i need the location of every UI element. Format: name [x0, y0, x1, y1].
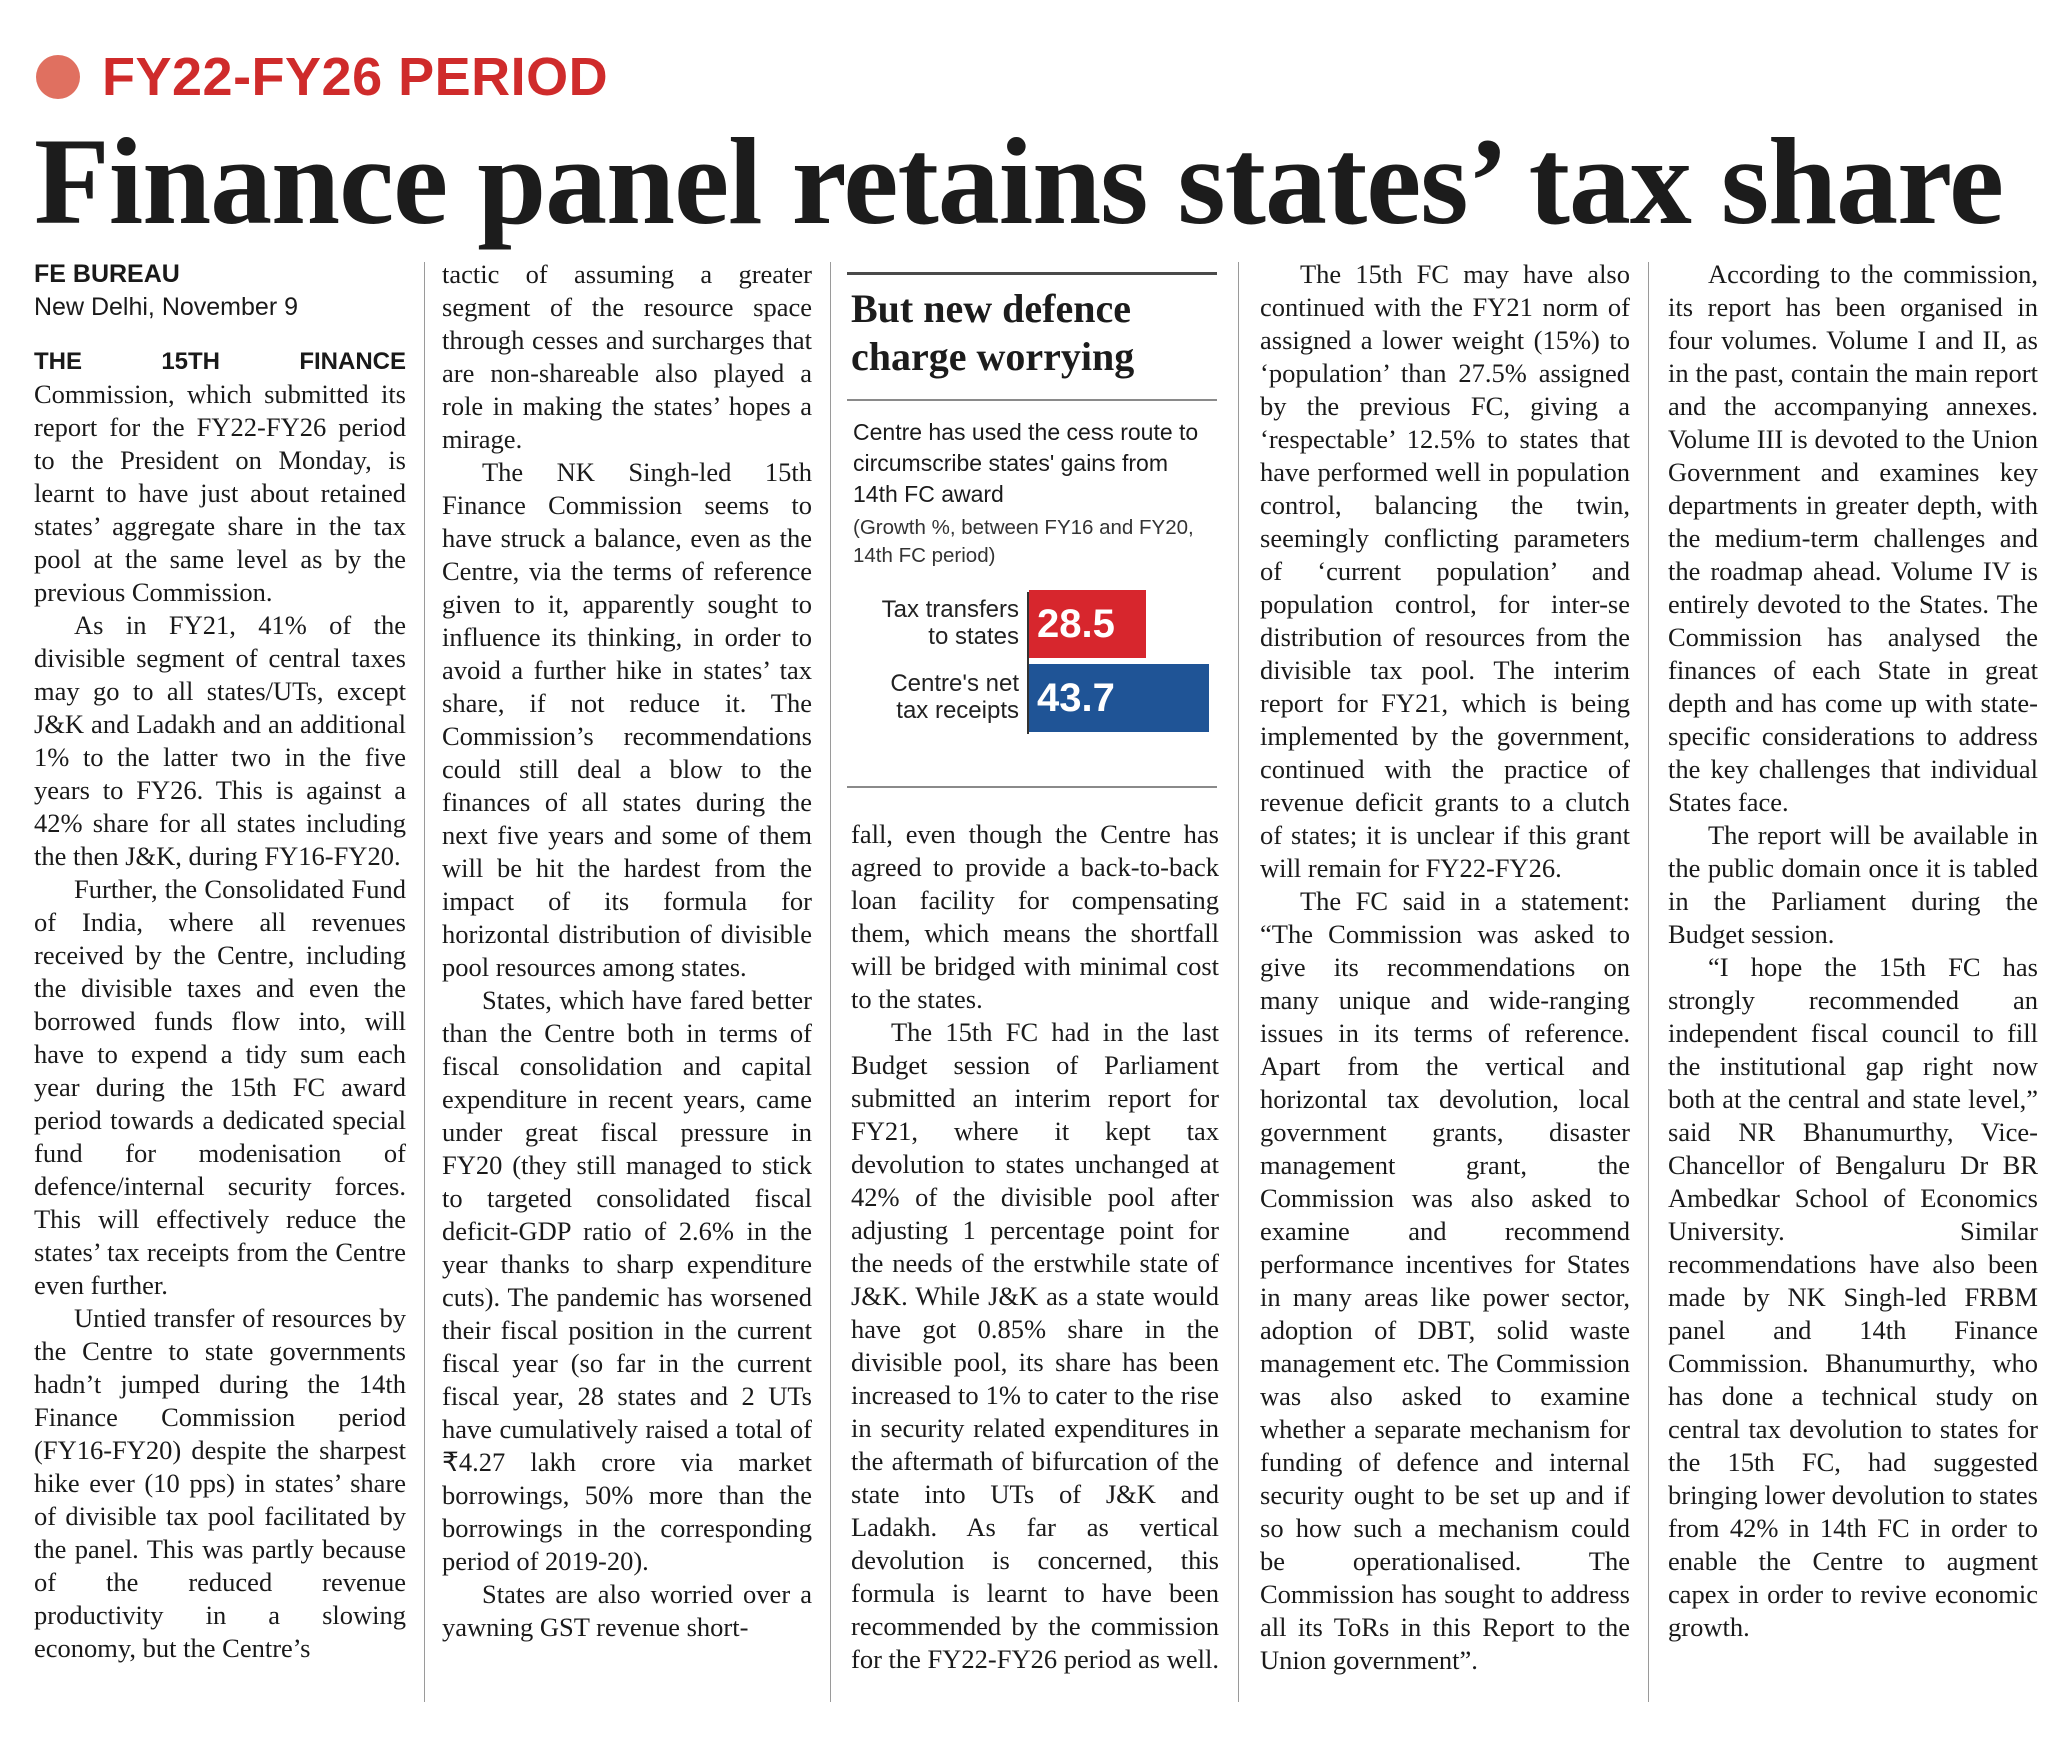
bar-value-label: 28.5 [1037, 602, 1115, 646]
lead-caps: THE 15TH FINANCE [34, 348, 406, 375]
box-divider [847, 399, 1217, 401]
bar-chart [847, 584, 1217, 744]
paragraph: fall, even though the Centre has agreed to provide a back-to-back loan facility for compensating them, which means the shortfall will be bridged with minimal cost to the states. [851, 819, 1219, 1014]
article-column-4 [1260, 258, 1630, 1677]
kicker-text: FY22-FY26 PERIOD [102, 47, 609, 107]
bar-category-label [847, 670, 1019, 724]
paragraph: According to the commission, its report has been organised in four volumes. Volume I and II, as in the past, contain the main report and the accompanying annexes. Volume III is devoted to the Union Government and examines key departments in greater depth, with the medium-term challenges and the roadmap ahead. Volume IV is entirely devoted to the States. The Commission has analysed the finances of each State in great depth and has come up with state-specific considerations to address the key challenges that individual States face. [1668, 259, 2038, 817]
bar-value-label: 43.7 [1037, 676, 1115, 720]
bar-category-label-line: tax receipts [896, 697, 1019, 724]
paragraph: “I hope the 15th FC has strongly recommended an independent fiscal council to fill the institutional gap right now both at the central and state level,” said NR Bhanumurthy, Vice-Chancellor of Bengaluru Dr BR Ambedkar School of Economics University. Similar recommendations have also been made by NK Singh-led FRBM panel and 14th Finance Commission. Bhanumurthy, who has done a technical study on central tax devolution to states for the 15th FC, had suggested bringing lower devolution to states from 42% in 14th FC in order to enable the Centre to augment capex in order to revive economic growth. [1668, 952, 2038, 1642]
byline-author: FE BUREAU [34, 260, 180, 288]
article-column-2 [442, 258, 812, 1644]
paragraph: The report will be available in the public domain once it is tabled in the Parliament during the Budget session. [1668, 820, 2038, 949]
bar-category-label [847, 596, 1019, 650]
chart-note: (Growth %, between FY16 and FY20, 14th FC period) [853, 516, 1194, 567]
paragraph: States are also worried over a yawning GST revenue short- [442, 1579, 812, 1642]
box-title: But new defence charge worrying [851, 286, 1135, 379]
column-divider [1238, 262, 1239, 1702]
paragraph: The 15th FC had in the last Budget session of Parliament submitted an interim report for FY21, where it kept tax devolution to states unchanged at 42% of the divisible pool after adjusting 1 percentage point for the needs of the erstwhile state of J&K. While J&K as a state would have got 0.85% share in the divisible pool, its share has been increased to 1% to cater to the rise in security related expenditures in the aftermath of bifurcation of the state into UTs of J&K and Ladakh. As far as vertical devolution is concerned, this formula is learnt to have been recommended by the commission for the FY22-FY26 period as well. [851, 1017, 1219, 1674]
byline [34, 258, 406, 324]
paragraph: The FC said in a statement: “The Commission was asked to give its recommendations on many unique and wide-ranging issues in its terms of reference. Apart from the vertical and horizontal tax devolution, local government grants, disaster management grant, the Commission was also asked to examine and recommend performance incentives for States in many areas like power sector, adoption of DBT, solid waste management etc. The Commission was also asked to examine whether a separate mechanism for funding of defence and internal security ought to be set up and if so how such a mechanism could be operationalised. The Commission has sought to address all its ToRs in this Report to the Union government”. [1260, 886, 1630, 1675]
article-column-5 [1668, 258, 2038, 1644]
paragraph: tactic of assuming a greater segment of the resource space through cesses and surcharges that are non-shareable also played a role in making the states’ hopes a mirage. [442, 259, 812, 454]
article-column-1 [34, 258, 406, 1665]
bar-category-label-line: Centre's net [890, 670, 1019, 697]
paragraph: Further, the Consolidated Fund of India, where all revenues received by the Centre, including the divisible taxes and even the borrowed funds flow into, will have to expend a tidy sum each year during the 15th FC award period towards a dedicated special fund for modenisation of defence/internal security forces. This will effectively reduce the states’ tax receipts from the Centre even further. [34, 874, 406, 1300]
column-divider [424, 262, 425, 1702]
chart-subtitle: Centre has used the cess route to circumscribe states' gains from 14th FC award [853, 419, 1199, 507]
paragraph [34, 344, 406, 609]
column-divider [830, 262, 831, 1702]
kicker [36, 42, 608, 112]
box-bottom-rule [847, 786, 1217, 788]
bar-category-label-line: Tax transfers [881, 596, 1019, 623]
bar-category-label-line: to states [928, 623, 1019, 650]
paragraph: As in FY21, 41% of the divisible segment of central taxes may go to all states/UTs, except J&K and Ladakh and an additional 1% to the latter two in the five years to FY26. This is against a 42% share for all states including the then J&K, during FY16-FY20. [34, 610, 406, 871]
chart-box [847, 272, 1217, 744]
headline: Finance panel retains states’ tax share [34, 113, 2003, 250]
paragraph: Untied transfer of resources by the Centre to state governments hadn’t jumped during the 14th Finance Commission period (FY16-FY20) despite the sharpest hike ever (10 pps) in states’ share of divisible tax pool facilitated by the panel. This was partly because of the reduced revenue productivity in a slowing economy, but the Centre’s [34, 1303, 406, 1663]
lead-text: Commission, which submitted its report for the FY22-FY26 period to the President on Monday, is learnt to have just about retained states’ aggregate share in the tax pool at the same level as by the previous Commission. [34, 379, 406, 607]
paragraph: States, which have fared better than the Centre both in terms of fiscal consolidation and capital expenditure in recent years, came under great fiscal pressure in FY20 (they still managed to stick to targeted consolidated fiscal deficit-GDP ratio of 2.6% in the year thanks to sharp expenditure cuts). The pandemic has worsened their fiscal position in the current fiscal year (so far in the current fiscal year, 28 states and 2 UTs have cumulatively raised a total of ₹4.27 lakh crore via market borrowings, 50% more than the borrowings in the corresponding period of 2019-20). [442, 985, 812, 1576]
paragraph: The 15th FC may have also continued with the FY21 norm of assigned a lower weight (15%) to ‘population’ than 27.5% assigned by the previous FC, giving a ‘respectable’ 12.5% to states that have performed well in population control, balancing the twin, seemingly conflicting parameters of ‘current population’ and population control, for inter-se distribution of resources from the divisible tax pool. The interim report for FY21, which is being implemented by the government, continued with the practice of revenue deficit grants to a clutch of states; it is unclear if this grant will remain for FY22-FY26. [1260, 259, 1630, 883]
byline-dateline: New Delhi, November 9 [34, 293, 298, 321]
paragraph: The NK Singh-led 15th Finance Commission seems to have struck a balance, even as the Centre, via the terms of reference given to it, apparently sought to influence its thinking, in order to avoid a further hike in states’ tax share, if not reduce it. The Commission’s recommendations could still deal a blow to the finances of all states during the next five years and some of them will be hit the hardest from the impact of its formula for horizontal distribution of divisible pool resources among states. [442, 457, 812, 982]
bullet-dot-icon [36, 55, 80, 99]
article-column-3 [851, 818, 1219, 1676]
column-divider [1648, 262, 1649, 1702]
